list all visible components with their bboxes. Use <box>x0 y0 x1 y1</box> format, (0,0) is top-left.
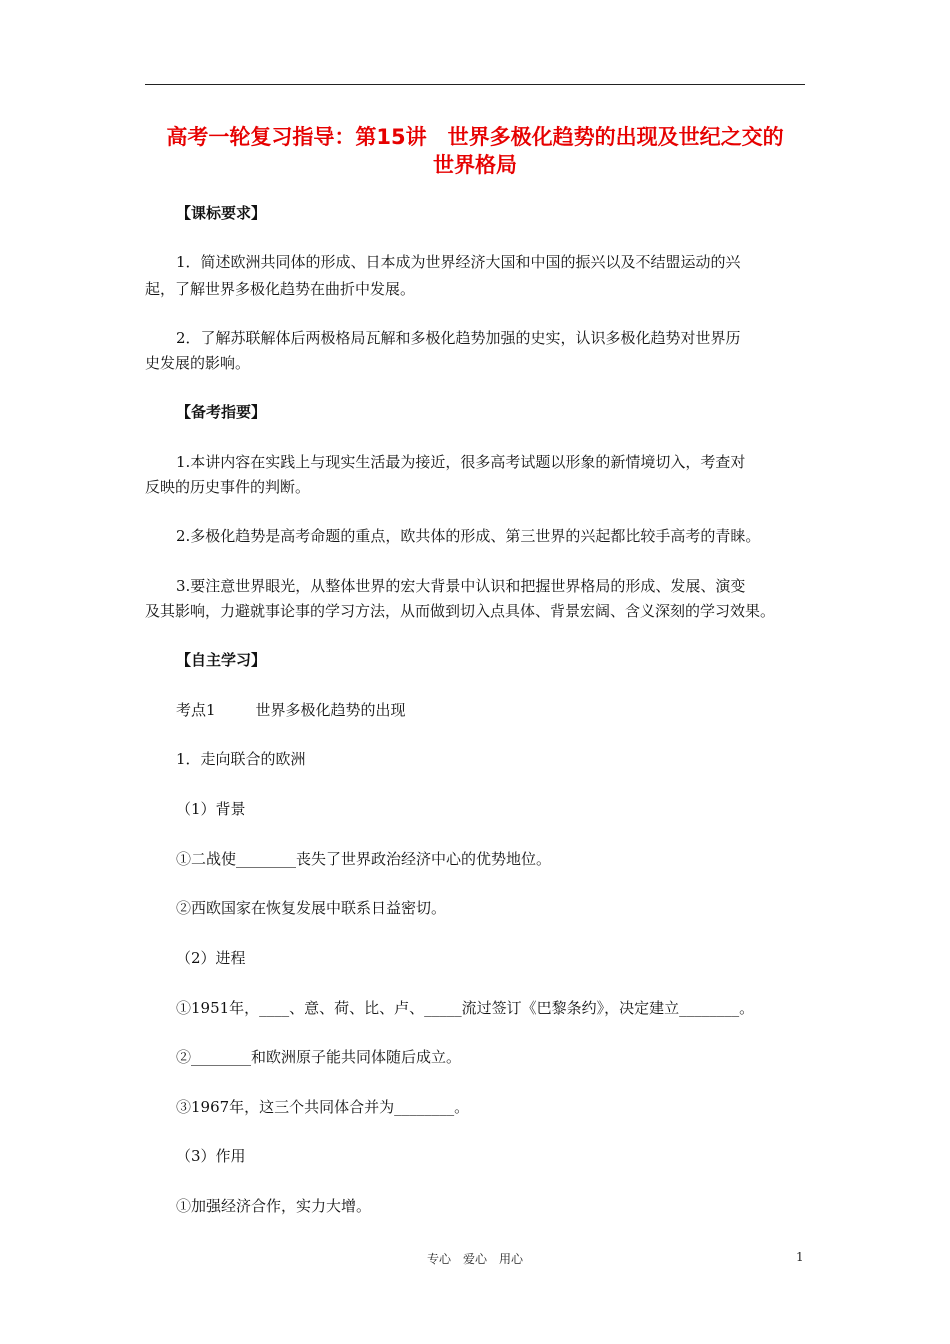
section-heading-self-study: 【自主学习】 <box>176 651 267 669</box>
paragraph-line: 起，了解世界多极化趋势在曲折中发展。 <box>145 280 416 298</box>
paragraph-line: 史发展的影响。 <box>145 354 251 372</box>
section-heading-exam-tips: 【备考指要】 <box>176 403 267 421</box>
fill-in-line: ②________和欧洲原子能共同体随后成立。 <box>176 1048 462 1066</box>
paragraph-line: 3.要注意世界眼光，从整体世界的宏大背景中认识和把握世界格局的形成、发展、演变 <box>176 577 746 595</box>
fill-in-line: ①二战使________丧失了世界政治经济中心的优势地位。 <box>176 850 552 868</box>
page-number: 1 <box>796 1250 804 1264</box>
exam-point-line <box>176 700 406 720</box>
section-heading-standards: 【课标要求】 <box>176 204 267 222</box>
sub-heading: （1）背景 <box>176 800 246 818</box>
header-rule <box>145 84 805 85</box>
document-title-line2: 世界格局 <box>433 153 517 177</box>
sub-heading: （3）作用 <box>176 1147 246 1165</box>
footer-motto: 专心 爱心 用心 <box>426 1252 523 1266</box>
paragraph-line: 及其影响，力避就事论事的学习方法，从而做到切入点具体、背景宏阔、含义深刻的学习效果。 <box>145 602 776 620</box>
fill-in-line: ①1951年，____、意、荷、比、卢、_____流过签订《巴黎条约》，决定建立________。 <box>176 999 755 1017</box>
fill-in-line: ②西欧国家在恢复发展中联系日益密切。 <box>176 899 447 917</box>
item-heading: 1．走向联合的欧洲 <box>176 750 306 768</box>
exam-point-title: 世界多极化趋势的出现 <box>255 701 406 719</box>
exam-point-label: 考点1 <box>176 701 216 719</box>
paragraph-line: 1.本讲内容在实践上与现实生活最为接近，很多高考试题以形象的新情境切入，考查对 <box>176 453 746 471</box>
paragraph-line: 2.多极化趋势是高考命题的重点，欧共体的形成、第三世界的兴起都比较手高考的青睐。 <box>176 527 761 545</box>
paragraph-line: 2．了解苏联解体后两极格局瓦解和多极化趋势加强的史实，认识多极化趋势对世界历 <box>176 329 741 347</box>
paragraph-line: 1．简述欧洲共同体的形成、日本成为世界经济大国和中国的振兴以及不结盟运动的兴 <box>176 253 741 271</box>
paragraph-line: 反映的历史事件的判断。 <box>145 478 311 496</box>
fill-in-line: ③1967年，这三个共同体合并为________。 <box>176 1098 470 1116</box>
fill-in-line: ①加强经济合作，实力大增。 <box>176 1197 372 1215</box>
document-title-line1: 高考一轮复习指导：第15讲 世界多极化趋势的出现及世纪之交的 <box>166 125 784 149</box>
sub-heading: （2）进程 <box>176 949 246 967</box>
